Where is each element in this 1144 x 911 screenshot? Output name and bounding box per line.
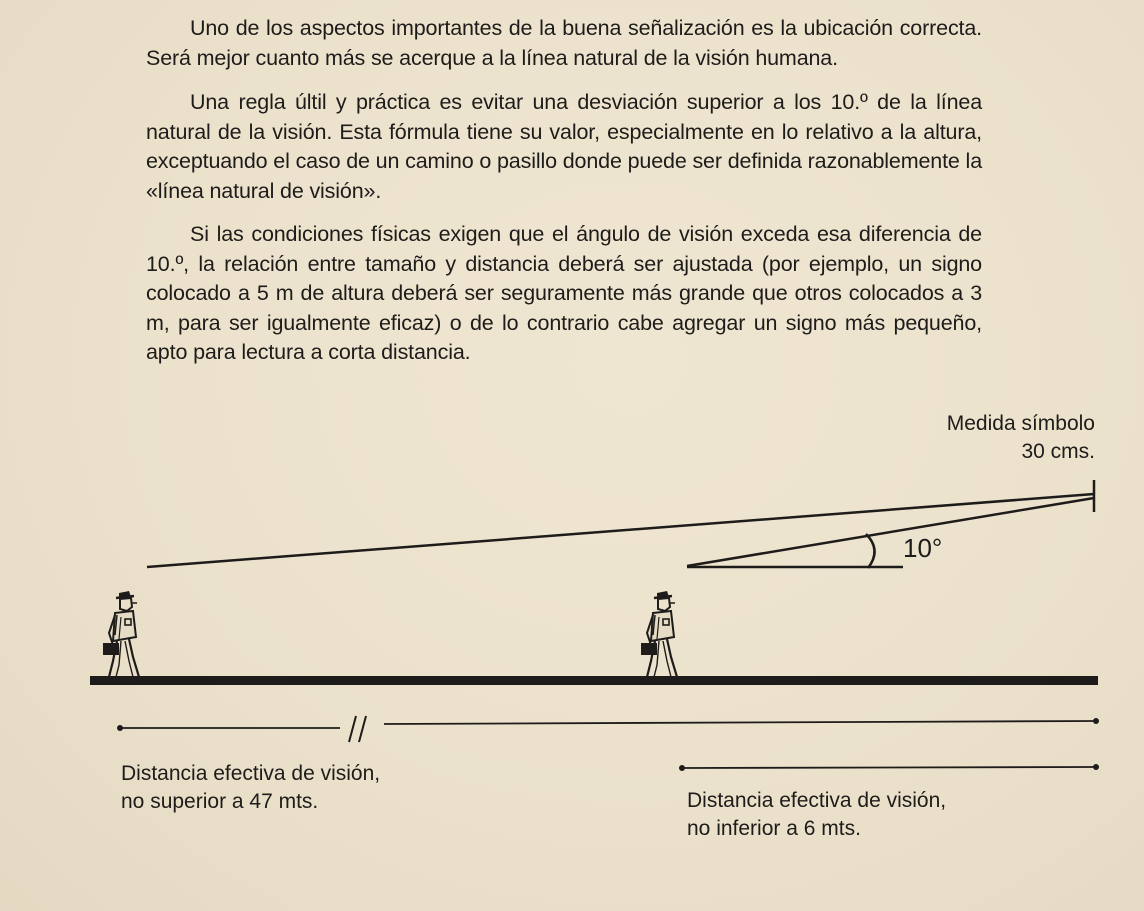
break-mark-1 xyxy=(349,716,356,742)
ground-line xyxy=(90,676,1098,685)
far-distance-line1: Distancia efectiva de visión, xyxy=(121,762,381,785)
symbol-size-label xyxy=(947,410,1095,466)
near-sight-line xyxy=(687,498,1094,566)
near-distance-line1: Distancia efectiva de visión, xyxy=(687,789,947,812)
near-distance-line2: no inferior a 6 mts. xyxy=(687,817,861,840)
far-distance-end-dot xyxy=(1093,718,1099,724)
paragraph-3: Si las condiciones físicas exigen que el ángulo de visión exceda esa diferencia de 10.º, la relación entre tamaño y distancia deberá ser ajustada (por ejemplo, un signo colocado a 5 m de altura deberá ser seguramente más grande que otros colocados a 3 m, para ser igualmente eficaz) o de lo contrario cabe agregar un signo más pequeño, apto para lectura a corta distancia. xyxy=(146,222,982,364)
break-mark-2 xyxy=(359,716,366,742)
symbol-size-line2: 30 cms. xyxy=(1021,440,1095,463)
near-distance-line xyxy=(682,767,1096,768)
symbol-size-line1: Medida símbolo xyxy=(946,412,1095,435)
paragraph-1: Uno de los aspectos importantes de la buena señalización es la ubicación correcta. Será mejor cuanto más se acerque a la línea natural de la visión humana. xyxy=(146,16,982,70)
far-distance-start-dot xyxy=(117,725,123,731)
near-distance-label xyxy=(687,787,946,843)
far-distance-line-right xyxy=(384,721,1096,724)
far-sight-line xyxy=(147,494,1094,567)
angle-arc xyxy=(866,534,875,568)
angle-label: 10° xyxy=(903,533,943,563)
paragraph-2: Una regla últil y práctica es evitar una desviación superior a los 10.º de la línea natural de la visión. Esta fórmula tiene su valor, especialmente en lo relativo a la altura, exceptuando el caso de un camino o pasillo donde puede ser definida razonablemente la «línea natural de visión». xyxy=(146,90,982,203)
far-distance-label xyxy=(121,760,380,816)
near-distance-start-dot xyxy=(679,765,685,771)
near-distance-end-dot xyxy=(1093,764,1099,770)
far-distance-line2: no superior a 47 mts. xyxy=(121,790,319,813)
walking-person-near-icon xyxy=(641,591,677,677)
walking-person-far-icon xyxy=(103,591,139,677)
